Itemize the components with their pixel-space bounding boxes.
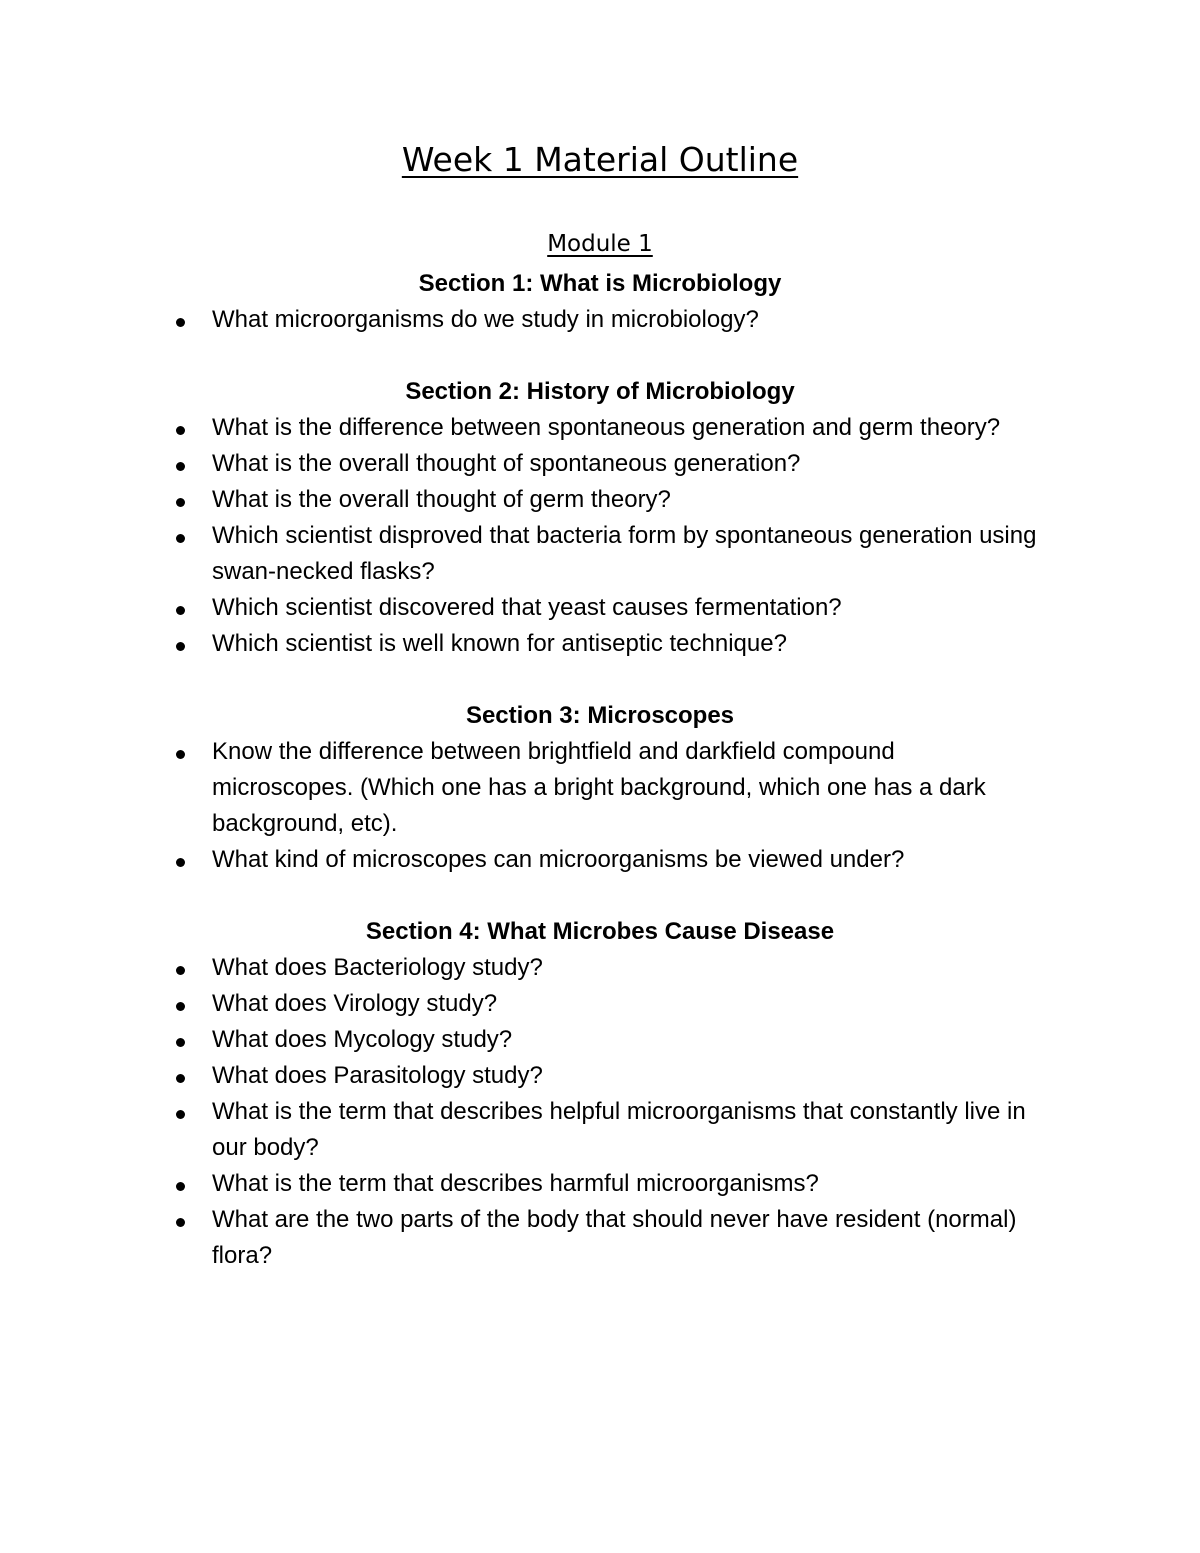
section-title: Section 3: Microscopes — [465, 702, 735, 729]
list-item-text: What does Bacteriology study? — [212, 954, 543, 981]
list-item — [0, 302, 1042, 338]
section-4 — [0, 914, 1200, 1274]
section-2 — [0, 374, 1200, 662]
bullet-icon — [176, 534, 185, 543]
bullet-icon — [176, 1110, 185, 1119]
question-list — [0, 734, 1200, 878]
question-list — [0, 950, 1200, 1274]
bullet-icon — [176, 966, 185, 975]
list-item — [0, 950, 1042, 986]
list-item-text: Which scientist disproved that bacteria form by spontaneous generation using swan-necked flasks? — [212, 522, 1037, 585]
module-title: Module 1 — [547, 231, 653, 257]
list-item — [0, 626, 1042, 662]
list-item — [0, 1166, 1042, 1202]
section-title: Section 1: What is Microbiology — [418, 270, 782, 297]
bullet-icon — [176, 426, 185, 435]
list-item — [0, 410, 1042, 446]
bullet-icon — [176, 858, 185, 867]
question-list — [0, 410, 1200, 662]
outline-content — [0, 266, 1200, 1274]
list-item-text: Which scientist discovered that yeast causes fermentation? — [212, 594, 842, 621]
list-item-text: What microorganisms do we study in microbiology? — [212, 306, 759, 333]
list-item-text: What does Mycology study? — [212, 1026, 513, 1053]
bullet-icon — [176, 318, 185, 327]
bullet-icon — [176, 1182, 185, 1191]
section-3 — [0, 698, 1200, 878]
bullet-icon — [176, 642, 185, 651]
question-list — [0, 302, 1200, 338]
bullet-icon — [176, 1038, 185, 1047]
list-item — [0, 446, 1042, 482]
list-item-text: What does Parasitology study? — [212, 1062, 543, 1089]
section-1 — [0, 266, 1200, 338]
list-item — [0, 1058, 1042, 1094]
bullet-icon — [176, 498, 185, 507]
bullet-icon — [176, 1002, 185, 1011]
list-item — [0, 1022, 1042, 1058]
list-item — [0, 842, 1042, 878]
bullet-icon — [176, 462, 185, 471]
bullet-icon — [176, 750, 185, 759]
section-title: Section 2: History of Microbiology — [405, 378, 795, 405]
document-title: Week 1 Material Outline — [401, 140, 799, 179]
list-item — [0, 1202, 1042, 1274]
list-item-text: What is the term that describes helpful microorganisms that constantly live in our body? — [212, 1098, 1026, 1161]
list-item-text: What is the difference between spontaneous generation and germ theory? — [212, 414, 1001, 441]
bullet-icon — [176, 1074, 185, 1083]
list-item-text: What does Virology study? — [212, 990, 498, 1017]
list-item-text: What are the two parts of the body that should never have resident (normal) flora? — [212, 1206, 1017, 1269]
list-item-text: What kind of microscopes can microorganisms be viewed under? — [212, 846, 905, 873]
list-item — [0, 590, 1042, 626]
list-item — [0, 518, 1042, 590]
list-item — [0, 986, 1042, 1022]
list-item-text: Which scientist is well known for antiseptic technique? — [212, 630, 787, 657]
list-item-text: What is the overall thought of spontaneous generation? — [212, 450, 801, 477]
list-item — [0, 734, 1042, 842]
list-item-text: What is the term that describes harmful microorganisms? — [212, 1170, 819, 1197]
list-item-text: Know the difference between brightfield and darkfield compound microscopes. (Which one has a bright background, which one has a dark background, etc). — [212, 738, 986, 837]
list-item-text: What is the overall thought of germ theory? — [212, 486, 671, 513]
bullet-icon — [176, 1218, 185, 1227]
bullet-icon — [176, 606, 185, 615]
list-item — [0, 1094, 1042, 1166]
list-item — [0, 482, 1042, 518]
section-title: Section 4: What Microbes Cause Disease — [365, 918, 835, 945]
